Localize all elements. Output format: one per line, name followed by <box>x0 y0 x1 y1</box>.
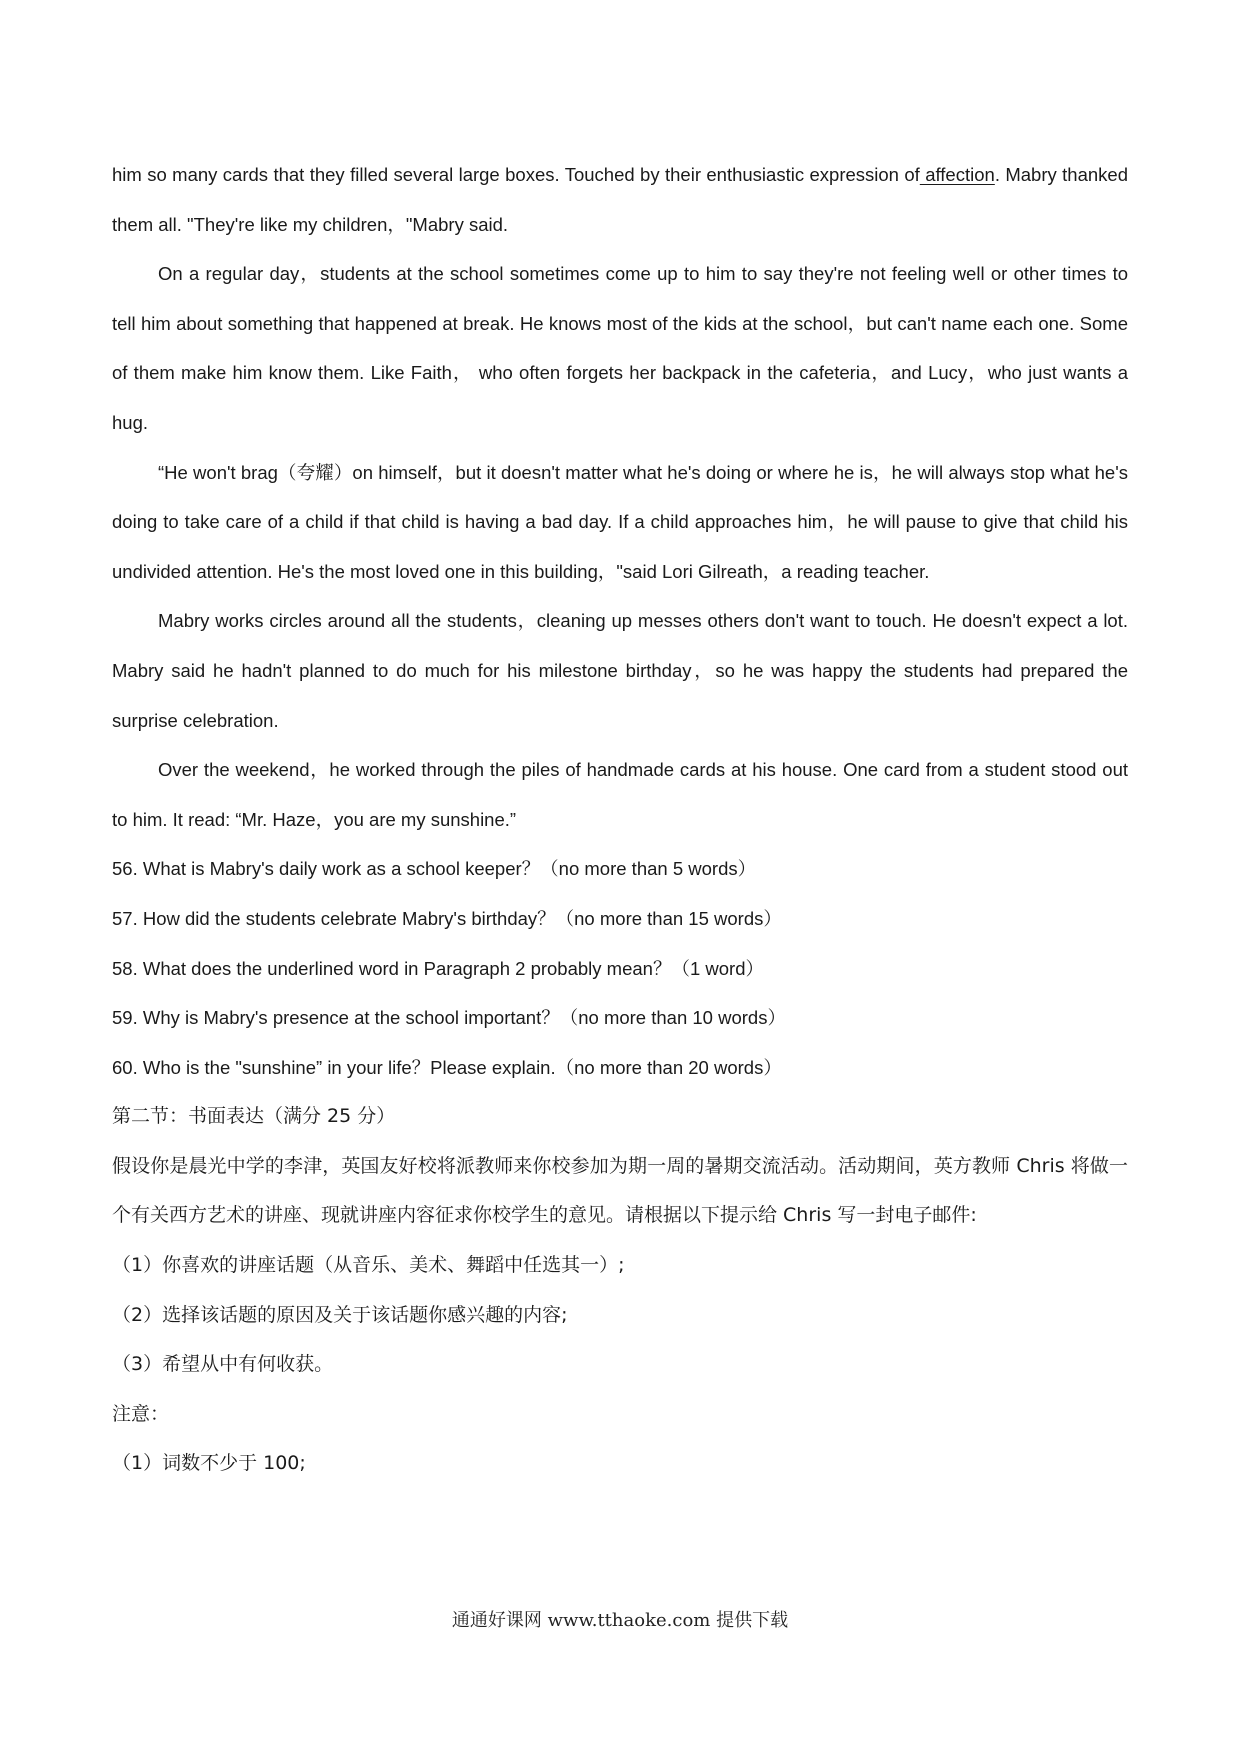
paragraph-1-text-start: him so many cards that they filled several large boxes. Touched by their enthusiastic expression of <box>112 164 920 185</box>
passage-paragraph-3: “He won't brag（夸耀）on himself，but it doesn't matter what he's doing or where he is，he will always stop what he's doing to take care of a child if that child is having a bad day. If a child approaches him，he will pause to give that child his undivided attention. He's the most loved one in this building，"said Lori Gilreath，a reading teacher. <box>112 461 1128 582</box>
question-59: 59. Why is Mabry's presence at the school important？（no more than 10 words） <box>112 1007 786 1029</box>
underlined-word: affection <box>919 164 995 185</box>
question-57: 57. How did the students celebrate Mabry's birthday？（no more than 15 words） <box>112 907 782 929</box>
prompt-point-2: （2）选择该话题的原因及关于该话题你感兴趣的内容; <box>112 1303 568 1326</box>
question-list <box>112 844 1128 1092</box>
question-58: 58. What does the underlined word in Paragraph 2 probably mean？（1 word） <box>112 957 764 979</box>
page-footer: 通通好课网 www.tthaoke.com 提供下载 <box>451 1610 789 1631</box>
prompt-point-3: （3）希望从中有何收获。 <box>112 1353 334 1376</box>
passage-paragraph-5: Over the weekend，he worked through the piles of handmade cards at his house. One card from a student stood out to him. It read: “Mr. Haze，you are my sunshine.” <box>112 759 1128 830</box>
page-content <box>112 150 1128 1489</box>
prompt-point-1: （1）你喜欢的讲座话题（从音乐、美术、舞蹈中任选其一）; <box>112 1254 625 1277</box>
passage-paragraph-1 <box>112 150 1128 249</box>
question-60: 60. Who is the "sunshine” in your life？Please explain.（no more than 20 words） <box>112 1056 782 1078</box>
note-1: （1）词数不少于 100; <box>112 1452 306 1475</box>
passage-paragraph-4: Mabry works circles around all the students，cleaning up messes others don't want to touch. He doesn't expect a lot. Mabry said he hadn't planned to do much for his milestone birthday，so he was happy the students had prepared the surprise celebration. <box>112 610 1128 731</box>
paragraph-1-text-end: . Mabry thanked them all. "They're like my children，"Mabry said. <box>112 164 1128 235</box>
question-56: 56. What is Mabry's daily work as a school keeper？（no more than 5 words） <box>112 858 757 880</box>
notes-title: 注意： <box>112 1402 170 1425</box>
writing-prompt: 假设你是晨光中学的李津，英国友好校将派教师来你校参加为期一周的暑期交流活动。活动期间，英方教师 Chris 将做一个有关西方艺术的讲座、现就讲座内容征求你校学生的意见。请根据以下提示给 Chris 写一封电子邮件: <box>112 1154 1128 1227</box>
section-title: 第二节：书面表达（满分 25 分） <box>112 1105 396 1128</box>
writing-section <box>112 1092 1128 1489</box>
passage-paragraph-2: On a regular day，students at the school sometimes come up to him to say they're not feeling well or other times to tell him about something that happened at break. He knows most of the kids at the school，but can't name each one. Some of them make him know them. Like Faith， who often forgets her backpack in the cafeteria，and Lucy，who just wants a hug. <box>112 263 1128 433</box>
